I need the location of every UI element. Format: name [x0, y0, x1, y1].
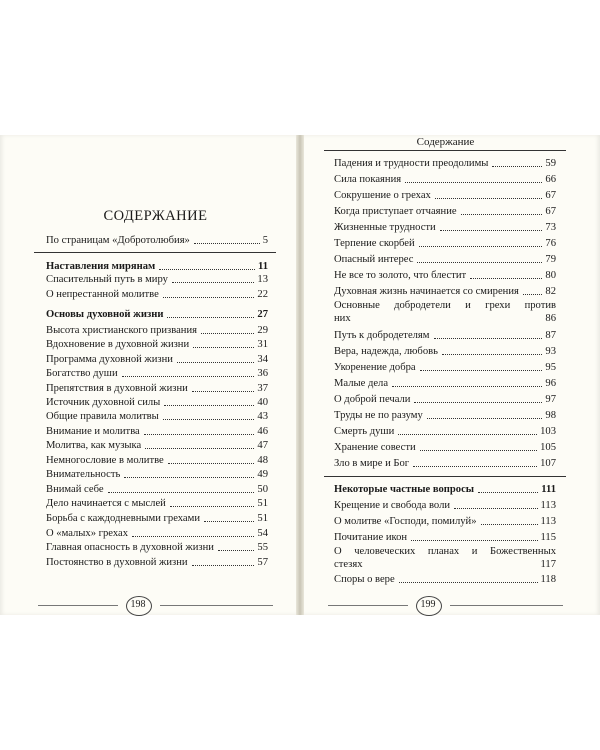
contents-title: СОДЕРЖАНИЕ — [103, 208, 208, 224]
toc-entry[interactable]: Малые дела 96 — [334, 378, 556, 389]
ornament-line-right2 — [450, 605, 563, 606]
toc-entry[interactable]: О молитве «Господи, помилуй» 113 — [334, 516, 556, 527]
toc-entry[interactable]: Внимание и молитва 46 — [46, 426, 268, 437]
toc-section[interactable]: Некоторые частные вопросы 111 — [334, 484, 556, 495]
toc-entry[interactable]: Спасительный путь в миру 13 — [46, 274, 268, 285]
toc-entry[interactable]: О доброй печали 97 — [334, 394, 556, 405]
page-number-right: 199 — [408, 594, 448, 616]
toc-entry-multiline[interactable]: Основные добродетели и грехи против них 86 — [334, 300, 556, 324]
toc-section[interactable]: Наставления мирянам 11 — [46, 261, 268, 272]
toc-section[interactable]: Основы духовной жизни 27 — [46, 309, 268, 320]
toc-entry[interactable]: Богатство души 36 — [46, 368, 268, 379]
toc-entry[interactable]: Внимательность 49 — [46, 469, 268, 480]
toc-entry[interactable]: Немногословие в молитве 48 — [46, 455, 268, 466]
toc-entry[interactable]: Высота христианского призвания 29 — [46, 325, 268, 336]
toc-entry[interactable]: Молитва, как музыка 47 — [46, 440, 268, 451]
toc-entry[interactable]: Зло в мире и Бог 107 — [334, 458, 556, 469]
toc-entry[interactable]: Программа духовной жизни 34 — [46, 354, 268, 365]
toc-entry[interactable]: Вера, надежда, любовь 93 — [334, 346, 556, 357]
ornament-line-left2 — [160, 605, 273, 606]
toc-entry[interactable]: О «малых» грехах 54 — [46, 528, 268, 539]
ornament-line-right — [328, 605, 408, 606]
toc-entry[interactable]: Крещение и свобода воли 113 — [334, 500, 556, 511]
toc-entry[interactable]: Хранение совести 105 — [334, 442, 556, 453]
toc-entry[interactable]: Падения и трудности преодолимы 59 — [334, 158, 556, 169]
toc-entry[interactable]: Общие правила молитвы 43 — [46, 411, 268, 422]
toc-entry[interactable]: Главная опасность в духовной жизни 55 — [46, 542, 268, 553]
toc-entry[interactable]: Опасный интерес 79 — [334, 254, 556, 265]
toc-entry[interactable]: О непрестанной молитве 22 — [46, 289, 268, 300]
header-rule — [324, 150, 566, 151]
toc-entry[interactable]: Борьба с каждодневными грехами 51 — [46, 513, 268, 524]
toc-entry[interactable]: Терпение скорбей 76 — [334, 238, 556, 249]
toc-entry[interactable]: Труды не по разуму 98 — [334, 410, 556, 421]
toc-entry[interactable]: По страницам «Добротолюбия» 5 — [46, 235, 268, 246]
toc-entry[interactable]: Постоянство в духовной жизни 57 — [46, 557, 268, 568]
toc-entry[interactable]: Укоренение добра 95 — [334, 362, 556, 373]
toc-entry[interactable]: Препятствия в духовной жизни 37 — [46, 383, 268, 394]
toc-entry[interactable]: Сокрушение о грехах 67 — [334, 190, 556, 201]
toc-entry[interactable]: Почитание икон 115 — [334, 532, 556, 543]
book-gutter — [296, 135, 304, 615]
toc-entry[interactable]: Источник духовной силы 40 — [46, 397, 268, 408]
toc-entry[interactable]: Духовная жизнь начинается со смирения 82 — [334, 286, 556, 297]
toc-entry[interactable]: Смерть души 103 — [334, 426, 556, 437]
section-rule — [34, 252, 276, 253]
toc-entry[interactable]: Вдохновение в духовной жизни 31 — [46, 339, 268, 350]
toc-entry[interactable]: Когда приступает отчаяние 67 — [334, 206, 556, 217]
toc-entry[interactable]: Путь к добродетелям 87 — [334, 330, 556, 341]
page-number-left: 198 — [118, 594, 158, 616]
toc-entry[interactable]: Сила покаяния 66 — [334, 174, 556, 185]
toc-entry[interactable]: Не все то золото, что блестит 80 — [334, 270, 556, 281]
toc-entry-multiline[interactable]: О человеческих планах и Божественных стезях 117 — [334, 546, 556, 570]
toc-entry[interactable]: Дело начинается с мыслей 51 — [46, 498, 268, 509]
toc-entry[interactable]: Споры о вере 118 — [334, 574, 556, 585]
ornament-line-left — [38, 605, 118, 606]
toc-entry[interactable]: Жизненные трудности 73 — [334, 222, 556, 233]
section-rule — [324, 476, 566, 477]
running-header: Содержание — [416, 136, 475, 148]
toc-entry[interactable]: Внимай себе 50 — [46, 484, 268, 495]
